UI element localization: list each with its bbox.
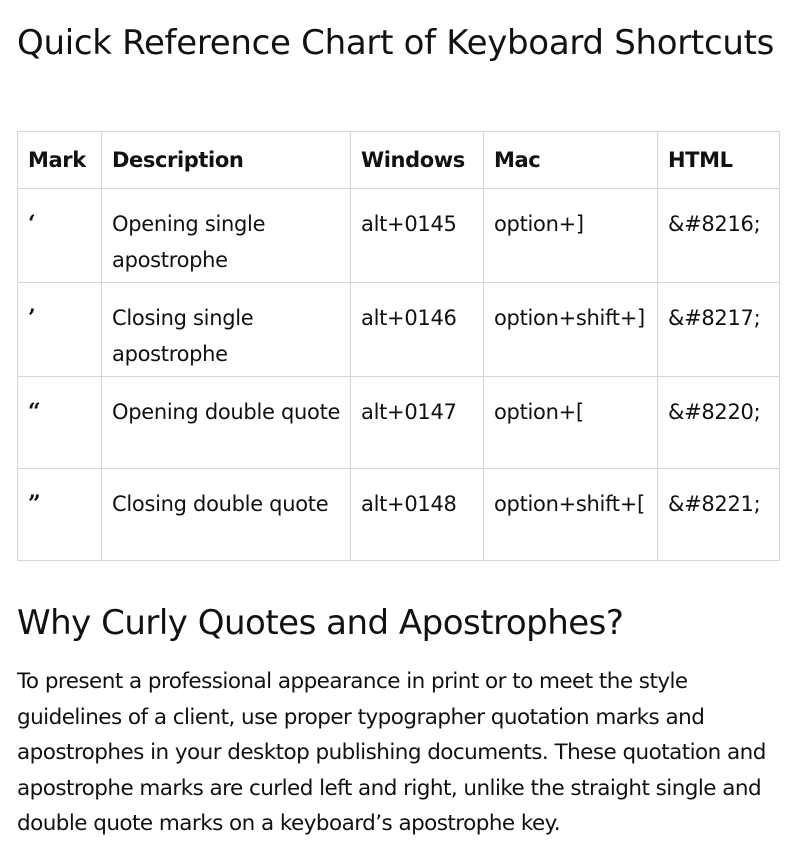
table-body [18, 189, 780, 561]
description-cell: Opening double quote [102, 377, 351, 469]
mark-cell: “ [18, 377, 102, 469]
windows-shortcut-cell: alt+0145 [351, 189, 484, 283]
description-cell: Opening single apostrophe [102, 189, 351, 283]
table-header [18, 132, 780, 189]
mark-cell: ’ [18, 283, 102, 377]
windows-shortcut-cell: alt+0148 [351, 469, 484, 561]
mark-cell: ” [18, 469, 102, 561]
description-cell: Closing single apostrophe [102, 283, 351, 377]
shortcut-table [17, 131, 780, 561]
html-entity-cell: &#8221; [658, 469, 780, 561]
mac-shortcut-cell: option+] [484, 189, 658, 283]
table-row [18, 189, 780, 283]
column-header-mac: Mac [484, 132, 658, 189]
section-paragraph: To present a professional appearance in print or to meet the style guidelines of a client, use proper typographer quotation marks and apostrophes in your desktop publishing documents. These quotation and apostrophe marks are curled left and right, unlike the straight single and double quote marks on a keyboard’s apostrophe key. [17, 669, 766, 836]
mac-shortcut-cell: option+[ [484, 377, 658, 469]
html-entity-cell: &#8216; [658, 189, 780, 283]
html-entity-cell: &#8220; [658, 377, 780, 469]
column-header-html: HTML [658, 132, 780, 189]
mark-cell: ‘ [18, 189, 102, 283]
table-row [18, 283, 780, 377]
table-row [18, 469, 780, 561]
windows-shortcut-cell: alt+0146 [351, 283, 484, 377]
windows-shortcut-cell: alt+0147 [351, 377, 484, 469]
mac-shortcut-cell: option+shift+] [484, 283, 658, 377]
page-title: Quick Reference Chart of Keyboard Shortcuts [17, 23, 775, 63]
table-row [18, 377, 780, 469]
description-cell: Closing double quote [102, 469, 351, 561]
html-entity-cell: &#8217; [658, 283, 780, 377]
section-heading: Why Curly Quotes and Apostrophes? [17, 603, 624, 643]
column-header-description: Description [102, 132, 351, 189]
column-header-windows: Windows [351, 132, 484, 189]
mac-shortcut-cell: option+shift+[ [484, 469, 658, 561]
header-row [18, 132, 780, 189]
column-header-mark: Mark [18, 132, 102, 189]
